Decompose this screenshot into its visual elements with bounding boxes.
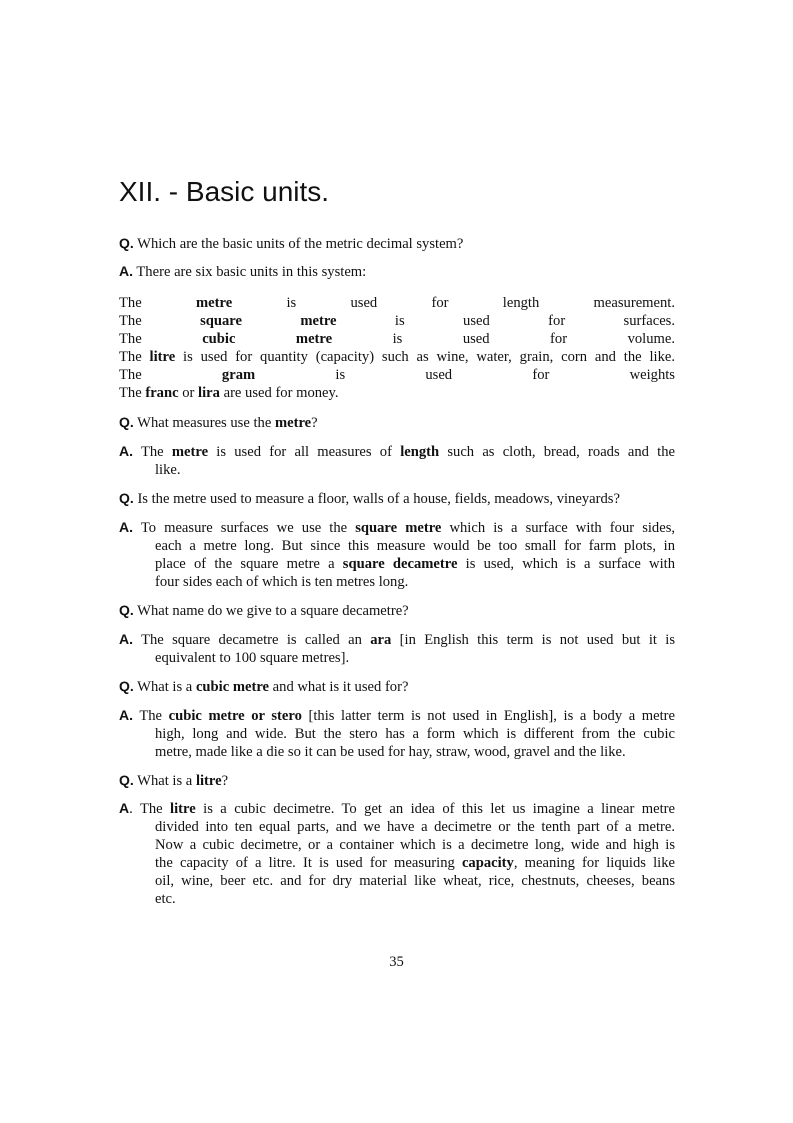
- text-segment: The: [140, 444, 172, 460]
- answer-label: A.: [119, 443, 133, 459]
- bold-term: ara: [370, 632, 392, 648]
- chapter-title: XII. - Basic units.: [119, 176, 330, 207]
- text-segment: is a cubic decimetre. To get an idea of this let us imagine a linear metre: [195, 801, 675, 817]
- bold-term: cubic metre: [195, 679, 270, 695]
- text-segment: high, long and wide. But the stero has a form which is different from the cubic: [155, 726, 675, 742]
- bold-term: square decametre: [342, 556, 458, 572]
- text-line: [119, 442, 675, 461]
- question: [119, 489, 675, 508]
- text-segment: Is the metre used to measure a floor, walls of a house, fields, meadows, vineyards?: [137, 491, 620, 507]
- question-label: Q.: [119, 414, 134, 430]
- bold-term: metre: [171, 444, 209, 460]
- text-segment: or: [178, 385, 199, 401]
- text-line: [119, 649, 675, 667]
- text-line: [119, 262, 675, 281]
- text-line: [119, 854, 675, 872]
- text-segment: like.: [155, 462, 181, 478]
- answer-label: A.: [119, 519, 133, 535]
- text-segment: The: [119, 313, 201, 329]
- question: [119, 601, 675, 620]
- text-line: [119, 234, 675, 253]
- text-segment: [this latter term is not used in English], is a body a metre: [301, 708, 676, 724]
- question: [119, 771, 675, 790]
- text-segment: [in English this term is not used but it is: [391, 632, 676, 648]
- text-segment: are used for money.: [219, 385, 339, 401]
- text-segment: ?: [221, 773, 229, 789]
- bold-term: square metre: [200, 313, 337, 329]
- text-line: [119, 725, 675, 743]
- text-segment: oil, wine, beer etc. and for dry material like wheat, rice, chestnuts, cheeses, beans: [155, 873, 675, 889]
- answer: [119, 262, 675, 281]
- answer: [119, 442, 675, 479]
- text-segment: Which are the basic units of the metric decimal system?: [137, 236, 464, 252]
- text-line: [119, 771, 675, 790]
- text-segment: What name do we give to a square decametre?: [137, 603, 409, 619]
- question-label: Q.: [119, 772, 134, 788]
- text-segment: What measures use the: [137, 415, 275, 431]
- text-segment: metre, made like a die so it can be used for hay, straw, wood, gravel and the like.: [155, 744, 626, 760]
- text-line: [119, 489, 675, 508]
- text-segment: , meaning for liquids like: [513, 855, 675, 871]
- text-segment: is used for length measurement.: [232, 295, 676, 311]
- text-line: [119, 384, 675, 402]
- text-line: [119, 630, 675, 649]
- text-line: [119, 818, 675, 836]
- text-segment: is used for all measures of: [208, 444, 401, 460]
- text-segment: the capacity of a litre. It is used for measuring: [155, 855, 462, 871]
- answer-label: A.: [119, 631, 133, 647]
- text-segment: equivalent to 100 square metres].: [155, 650, 350, 666]
- text-segment: each a metre long. But since this measure would be too small for farm plots, in: [155, 538, 675, 554]
- text-segment: The: [139, 708, 169, 724]
- text-line: [119, 872, 675, 890]
- bold-term: franc: [145, 385, 179, 401]
- text-segment: four sides each of which is ten metres long.: [155, 574, 409, 590]
- text-line: [119, 573, 675, 591]
- text-line: [119, 799, 675, 818]
- text-line: [119, 537, 675, 555]
- text-segment: place of the square metre a: [155, 556, 343, 572]
- question-label: Q.: [119, 678, 134, 694]
- bold-term: capacity: [461, 855, 514, 871]
- answer: [119, 799, 675, 908]
- text-line: [119, 601, 675, 620]
- text-segment: The: [119, 331, 203, 347]
- answer-label: A.: [119, 263, 133, 279]
- page-number: 35: [389, 954, 404, 970]
- answer: [119, 518, 675, 591]
- text-line: [119, 294, 675, 312]
- text-segment: To measure surfaces we use the: [140, 520, 356, 536]
- bold-term: litre: [149, 349, 176, 365]
- bold-term: metre: [195, 295, 233, 311]
- bold-term: cubic metre or stero: [168, 708, 302, 724]
- question: [119, 677, 675, 696]
- question: [119, 413, 675, 432]
- text-segment: What is a: [137, 679, 196, 695]
- bold-term: litre: [195, 773, 222, 789]
- text-line: [119, 461, 675, 479]
- text-line: [119, 706, 675, 725]
- text-line: [119, 677, 675, 696]
- text-segment: is used for surfaces.: [336, 313, 676, 329]
- bold-term: cubic metre: [202, 331, 333, 347]
- text-line: [119, 312, 675, 330]
- text-segment: and what is it used for?: [269, 679, 409, 695]
- text-segment: The: [139, 801, 171, 817]
- bold-term: lira: [198, 385, 220, 401]
- text-line: [119, 890, 675, 908]
- label-punct: .: [129, 801, 133, 817]
- text-segment: There are six basic units in this system:: [136, 264, 367, 280]
- text-segment: ?: [311, 415, 318, 431]
- text-segment: The: [119, 367, 222, 383]
- question-label: Q.: [119, 235, 134, 251]
- text-segment: The: [119, 385, 146, 401]
- bold-term: metre: [274, 415, 312, 431]
- text-segment: Now a cubic decimetre, or a container which is a decimetre long, wide and high is: [155, 837, 675, 853]
- question: [119, 234, 675, 253]
- question-label: Q.: [119, 490, 134, 506]
- text-segment: such as cloth, bread, roads and the: [439, 444, 676, 460]
- text-line: [119, 836, 675, 854]
- bold-term: litre: [170, 801, 196, 817]
- text-line: [119, 413, 675, 432]
- bold-term: length: [400, 444, 440, 460]
- text-line: [119, 555, 675, 573]
- answer-label: A: [119, 800, 130, 816]
- text-segment: What is a: [137, 773, 196, 789]
- bold-term: square metre: [355, 520, 442, 536]
- text-line: [119, 330, 675, 348]
- text-segment: is used, which is a surface with: [457, 556, 675, 572]
- text-line: [119, 366, 675, 384]
- bold-term: gram: [221, 367, 256, 383]
- text-line: [119, 743, 675, 761]
- text-segment: The square decametre is called an: [141, 632, 371, 648]
- text-segment: is used for quantity (capacity) such as wine, water, grain, corn and the like.: [175, 349, 675, 365]
- text-segment: which is a surface with four sides,: [441, 520, 676, 536]
- unit-list: [119, 294, 675, 402]
- text-line: [119, 518, 675, 537]
- answer-label: A.: [119, 707, 133, 723]
- text-segment: The: [119, 295, 196, 311]
- answer: [119, 706, 675, 761]
- text-segment: The: [119, 349, 150, 365]
- text-segment: etc.: [155, 891, 176, 907]
- answer: [119, 630, 675, 667]
- text-segment: is used for volume.: [332, 331, 675, 347]
- question-label: Q.: [119, 602, 134, 618]
- text-line: [119, 348, 675, 366]
- text-segment: divided into ten equal parts, and we have a decimetre or the tenth part of a metre.: [155, 819, 675, 835]
- text-segment: is used for weights: [255, 367, 675, 383]
